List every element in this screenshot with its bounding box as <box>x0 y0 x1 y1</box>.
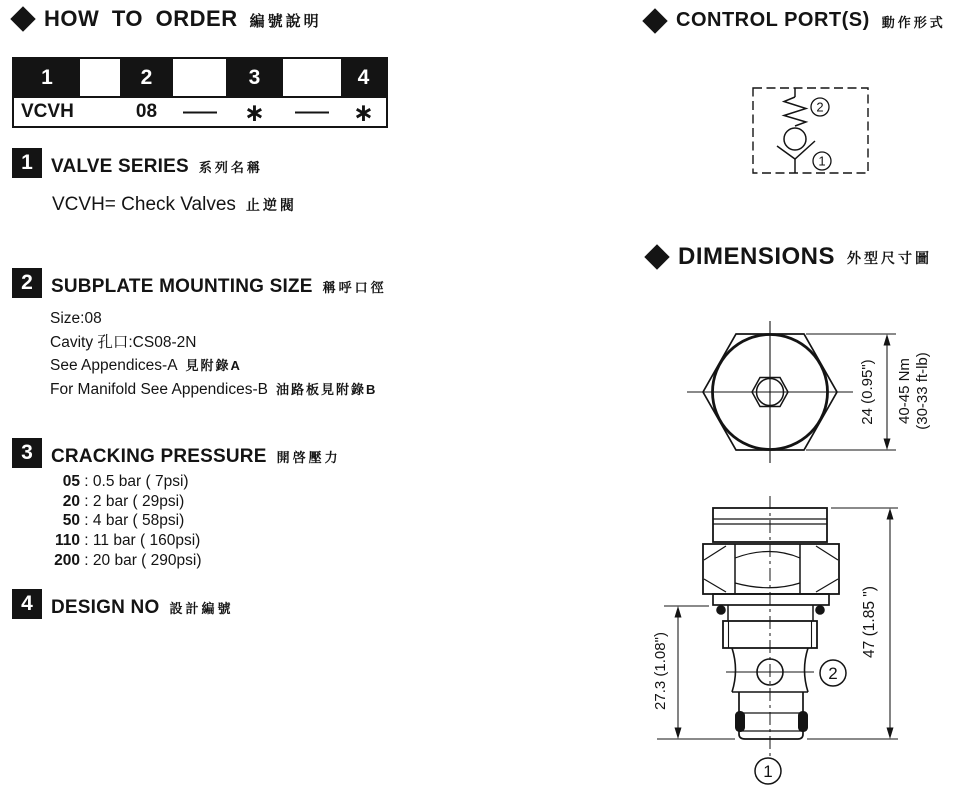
oring-cross-section <box>798 711 808 732</box>
cracking-option: 110 : 11 bar ( 160psi) <box>54 532 201 550</box>
order-col-spacer <box>173 59 226 96</box>
total-length-dimension: 47 (1.85 ") <box>861 586 878 658</box>
how-to-order-header <box>10 6 322 32</box>
how-to-order-title: HOW TO ORDER <box>44 6 238 31</box>
oring-dot <box>815 605 825 615</box>
order-value-pressure: ∗ <box>244 97 265 127</box>
body-side-profile <box>805 648 809 692</box>
order-value-size: 08 <box>135 101 158 122</box>
arrow-down-icon <box>675 728 682 740</box>
valve-side-view-drawing <box>645 492 980 794</box>
arrow-up-icon <box>675 606 682 618</box>
section-3-badge: 3 <box>12 438 42 468</box>
section-4-badge: 4 <box>12 589 42 619</box>
arrow-up-icon <box>884 334 891 346</box>
order-value-design: ∗ <box>353 97 374 127</box>
control-ports-header <box>642 9 946 32</box>
lower-length-dimension: 27.3 (1.08") <box>652 632 669 710</box>
order-code-header-row <box>12 57 388 96</box>
port-2-label: 2 <box>816 99 824 115</box>
section-1-badge: 1 <box>12 148 42 178</box>
subplate-lines <box>50 307 377 401</box>
order-col-spacer <box>283 59 341 96</box>
port-1-label: 1 <box>763 762 773 781</box>
nose-outline <box>739 692 803 739</box>
subplate-title-cjk: 稱呼口徑 <box>322 280 387 295</box>
order-value-dash: — <box>295 100 329 123</box>
how-to-order-title-cjk: 編號說明 <box>249 12 322 30</box>
subplate-line-appendix-a: See Appendices-A 見附錄A <box>50 357 242 375</box>
valve-series-title: VALVE SERIES <box>51 156 189 177</box>
check-ball <box>784 128 806 150</box>
diamond-icon <box>644 244 669 269</box>
cracking-option: 05 : 0.5 bar ( 7psi) <box>62 473 189 490</box>
section-subplate <box>12 268 387 298</box>
subplate-title: SUBPLATE MOUNTING SIZE <box>51 276 313 297</box>
order-code-table <box>12 57 388 128</box>
design-no-title-cjk: 設計編號 <box>169 601 234 616</box>
valve-top-view-drawing <box>655 312 980 467</box>
order-code-value-row <box>12 96 388 128</box>
arrow-down-icon <box>887 728 894 740</box>
valve-series-title-cjk: 系列名稱 <box>198 160 263 175</box>
body-side-profile <box>732 648 736 692</box>
hex-chamfer-arc <box>735 583 800 588</box>
order-value-spacer <box>80 98 120 126</box>
diamond-icon <box>642 8 667 33</box>
section-cracking <box>12 438 341 468</box>
hex-chamfer-line <box>816 546 838 560</box>
cracking-option: 200 : 20 bar ( 290psi) <box>54 551 202 569</box>
arrow-down-icon <box>884 439 891 451</box>
cracking-title: CRACKING PRESSURE <box>51 446 267 467</box>
order-col-2: 2 <box>120 59 173 96</box>
order-col-1: 1 <box>14 59 80 96</box>
arrow-up-icon <box>887 508 894 520</box>
cracking-option: 50 : 4 bar ( 58psi) <box>62 512 185 530</box>
subplate-line-cavity: Cavity 孔口:CS08-2N <box>50 333 197 351</box>
order-col-4: 4 <box>341 59 386 96</box>
dimensions-title: DIMENSIONS <box>678 243 836 270</box>
control-ports-title: CONTROL PORT(S) <box>676 9 870 31</box>
order-value-dash: — <box>182 100 217 123</box>
oring-cross-section <box>735 711 745 732</box>
hex-chamfer-line <box>704 546 726 560</box>
design-no-title: DESIGN NO <box>51 597 160 618</box>
subplate-line-appendix-b: For Manifold See Appendices-B 油路板見附錄B <box>50 380 378 398</box>
section-2-badge: 2 <box>12 268 42 298</box>
subplate-line-size: Size:08 <box>50 310 102 327</box>
cracking-title-cjk: 開啓壓力 <box>276 450 341 465</box>
torque-nm-label: 40-45 Nm <box>896 358 913 424</box>
oring-dot <box>716 605 726 615</box>
hex-chamfer-line <box>704 579 726 592</box>
dimensions-header <box>644 243 932 271</box>
torque-ftlb-label: (30-33 ft-lb) <box>914 352 931 430</box>
cracking-options <box>46 472 201 571</box>
cracking-option: 20 : 2 bar ( 29psi) <box>62 492 185 510</box>
flange-outline <box>713 594 829 605</box>
spring-symbol <box>784 97 806 126</box>
check-valve-symbol <box>740 78 890 182</box>
section-design-no <box>12 589 233 619</box>
order-col-3: 3 <box>226 59 283 96</box>
diamond-icon <box>10 6 35 31</box>
port-1-label: 1 <box>818 153 826 169</box>
across-flats-dimension: 24 (0.95") <box>859 359 876 425</box>
hex-chamfer-line <box>816 579 838 592</box>
hex-chamfer-arc <box>735 552 800 559</box>
symbol-envelope-box <box>753 88 868 173</box>
valve-series-line: VCVH= Check Valves 止逆閥 <box>52 194 297 215</box>
section-valve-series <box>12 148 263 178</box>
port-2-label: 2 <box>828 664 838 683</box>
order-value-series: VCVH <box>21 101 74 122</box>
control-ports-title-cjk: 動作形式 <box>881 15 946 30</box>
dimensions-title-cjk: 外型尺寸圖 <box>847 250 933 266</box>
order-col-spacer <box>80 59 120 96</box>
